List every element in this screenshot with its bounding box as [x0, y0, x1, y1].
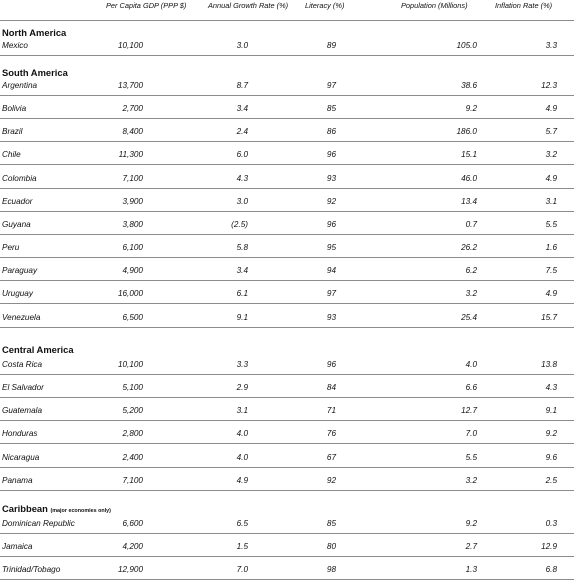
inflation-value: 3.1: [545, 196, 557, 206]
literacy-value: 86: [326, 127, 336, 137]
country-name: Ecuador: [2, 196, 33, 206]
inflation-value: 9.1: [545, 406, 557, 416]
gdp-value: 12,900: [117, 565, 143, 575]
inflation-value: 4.9: [545, 173, 557, 183]
population-value: 12.7: [461, 406, 477, 416]
row-rule: [0, 327, 574, 328]
row-rule: [0, 257, 574, 258]
inflation-value: 9.2: [545, 429, 557, 439]
header-rule: [0, 20, 574, 21]
inflation-value: 12.9: [541, 542, 557, 552]
country-name: Uruguay: [2, 289, 33, 299]
literacy-value: 95: [326, 243, 336, 253]
row-rule: [0, 579, 574, 580]
inflation-value: 4.9: [545, 289, 557, 299]
growth-value: 3.3: [236, 360, 248, 369]
region-name: North America: [2, 27, 67, 38]
region-name: Caribbean: [2, 503, 48, 514]
literacy-value: 97: [326, 81, 336, 90]
population-value: 26.2: [461, 243, 477, 253]
row-rule: [0, 188, 574, 189]
population-value: 7.0: [465, 429, 477, 439]
region-name: Central America: [2, 344, 74, 355]
inflation-value: 13.8: [541, 360, 557, 369]
gdp-value: 13,700: [117, 81, 143, 90]
gdp-value: 7,100: [122, 173, 143, 183]
region-header: [2, 344, 74, 355]
row-rule: [0, 467, 574, 468]
country-name: Costa Rica: [2, 360, 43, 369]
row-rule: [0, 533, 574, 534]
gdp-value: 11,300: [118, 150, 143, 160]
population-value: 0.7: [465, 219, 477, 229]
literacy-value: 76: [326, 429, 336, 439]
population-value: 3.2: [465, 289, 477, 299]
gdp-value: 5,100: [122, 383, 143, 393]
population-value: 46.0: [461, 173, 477, 183]
country-name: El Salvador: [2, 383, 44, 393]
row-rule: [0, 397, 574, 398]
row-rule: [0, 280, 574, 281]
inflation-value: 15.7: [541, 312, 557, 322]
population-value: 186.0: [456, 127, 477, 137]
country-name: Bolivia: [2, 104, 27, 114]
literacy-value: 85: [326, 104, 336, 114]
population-value: 25.4: [461, 312, 477, 322]
population-value: 4.0: [465, 360, 477, 369]
literacy-value: 67: [326, 452, 336, 462]
growth-value: 3.4: [236, 104, 248, 114]
growth-value: 3.4: [236, 266, 248, 276]
row-rule: [0, 164, 574, 165]
country-name: Venezuela: [2, 312, 41, 322]
growth-value: 6.0: [236, 150, 248, 160]
gdp-value: 16,000: [117, 289, 143, 299]
header-inflation: Inflation Rate (%): [495, 1, 553, 10]
gdp-value: 4,200: [122, 542, 143, 552]
population-value: 5.5: [465, 452, 477, 462]
population-value: 6.2: [465, 266, 477, 276]
country-name: Peru: [2, 243, 20, 253]
growth-value: 4.9: [236, 475, 248, 485]
gdp-value: 5,200: [122, 406, 143, 416]
row-rule: [0, 490, 574, 491]
country-name: Guyana: [2, 219, 31, 229]
row-rule: [0, 55, 574, 56]
gdp-value: 10,100: [117, 360, 143, 369]
header-population: Population (Millions): [401, 1, 468, 10]
inflation-value: 3.2: [545, 150, 557, 160]
population-value: 9.2: [465, 519, 477, 528]
growth-value: 3.1: [236, 406, 248, 416]
gdp-value: 8,400: [122, 127, 143, 137]
growth-value: 2.4: [236, 127, 248, 137]
population-value: 2.7: [465, 542, 477, 552]
growth-value: 1.5: [236, 542, 248, 552]
row-rule: [0, 141, 574, 142]
inflation-value: 0.3: [545, 519, 557, 528]
row-rule: [0, 374, 574, 375]
growth-value: 5.8: [236, 243, 248, 253]
inflation-value: 5.7: [545, 127, 557, 137]
growth-value: 3.0: [236, 196, 248, 206]
row-rule: [0, 95, 574, 96]
region-header: [2, 67, 68, 78]
growth-value: 2.9: [236, 383, 248, 393]
inflation-value: 12.3: [541, 81, 557, 90]
gdp-value: 6,100: [122, 243, 143, 253]
inflation-value: 9.6: [545, 452, 557, 462]
literacy-value: 96: [326, 219, 336, 229]
growth-value: 7.0: [236, 565, 248, 575]
inflation-value: 1.6: [545, 243, 557, 253]
population-value: 105.0: [456, 41, 477, 50]
population-value: 13.4: [461, 196, 477, 206]
header-gdp: Per Capita GDP (PPP $): [106, 1, 187, 10]
row-rule: [0, 303, 574, 304]
literacy-value: 85: [326, 519, 336, 528]
gdp-value: 2,800: [122, 429, 143, 439]
population-value: 9.2: [465, 104, 477, 114]
literacy-value: 92: [326, 475, 336, 485]
growth-value: 8.7: [236, 81, 248, 90]
region-header: [2, 503, 111, 514]
country-name: Trinidad/Tobago: [2, 565, 61, 575]
inflation-value: 2.5: [545, 475, 557, 485]
growth-value: 9.1: [236, 312, 248, 322]
inflation-value: 7.5: [545, 266, 557, 276]
row-rule: [0, 420, 574, 421]
inflation-value: 4.3: [545, 383, 557, 393]
growth-value: 4.0: [236, 429, 248, 439]
growth-value: (2.5): [231, 219, 248, 229]
population-value: 15.1: [461, 150, 477, 160]
literacy-value: 80: [326, 542, 336, 552]
country-name: Nicaragua: [2, 452, 40, 462]
literacy-value: 71: [326, 406, 336, 416]
country-name: Panama: [2, 475, 33, 485]
literacy-value: 98: [326, 565, 336, 575]
growth-value: 4.3: [236, 173, 248, 183]
inflation-value: 5.5: [545, 219, 557, 229]
country-name: Argentina: [2, 81, 38, 90]
country-name: Chile: [2, 150, 21, 160]
literacy-value: 96: [326, 360, 336, 369]
country-name: Paraguay: [2, 266, 38, 276]
gdp-value: 3,800: [122, 219, 143, 229]
growth-value: 6.5: [236, 519, 248, 528]
row-rule: [0, 211, 574, 212]
inflation-value: 3.3: [545, 41, 557, 50]
growth-value: 3.0: [236, 41, 248, 50]
literacy-value: 93: [326, 173, 336, 183]
region-name: South America: [2, 67, 68, 78]
literacy-value: 92: [326, 196, 336, 206]
header-growth: Annual Growth Rate (%): [208, 1, 289, 10]
growth-value: 6.1: [236, 289, 248, 299]
population-value: 1.3: [465, 565, 477, 575]
inflation-value: 6.8: [545, 565, 557, 575]
gdp-value: 10,100: [117, 41, 143, 50]
population-value: 3.2: [465, 475, 477, 485]
country-name: Honduras: [2, 429, 38, 439]
row-rule: [0, 234, 574, 235]
gdp-value: 7,100: [122, 475, 143, 485]
country-name: Dominican Republic: [2, 519, 75, 528]
growth-value: 4.0: [236, 452, 248, 462]
country-name: Guatemala: [2, 406, 43, 416]
gdp-value: 6,600: [122, 519, 143, 528]
literacy-value: 84: [326, 383, 336, 393]
region-note: (major economies only): [50, 508, 111, 514]
row-rule: [0, 443, 574, 444]
literacy-value: 96: [326, 150, 336, 160]
gdp-value: 4,900: [122, 266, 143, 276]
literacy-value: 93: [326, 312, 336, 322]
gdp-value: 3,900: [122, 196, 143, 206]
gdp-value: 2,400: [122, 452, 143, 462]
country-name: Mexico: [2, 41, 28, 50]
inflation-value: 4.9: [545, 104, 557, 114]
literacy-value: 94: [326, 266, 336, 276]
row-rule: [0, 118, 574, 119]
row-rule: [0, 556, 574, 557]
country-name: Jamaica: [2, 542, 33, 552]
gdp-value: 2,700: [122, 104, 143, 114]
country-name: Brazil: [2, 127, 23, 137]
literacy-value: 89: [326, 41, 336, 50]
population-value: 38.6: [461, 81, 477, 90]
population-value: 6.6: [465, 383, 477, 393]
literacy-value: 97: [326, 289, 336, 299]
country-name: Colombia: [2, 173, 37, 183]
region-header: [2, 27, 66, 38]
header-literacy: Literacy (%): [305, 1, 345, 10]
gdp-value: 6,500: [122, 312, 143, 322]
